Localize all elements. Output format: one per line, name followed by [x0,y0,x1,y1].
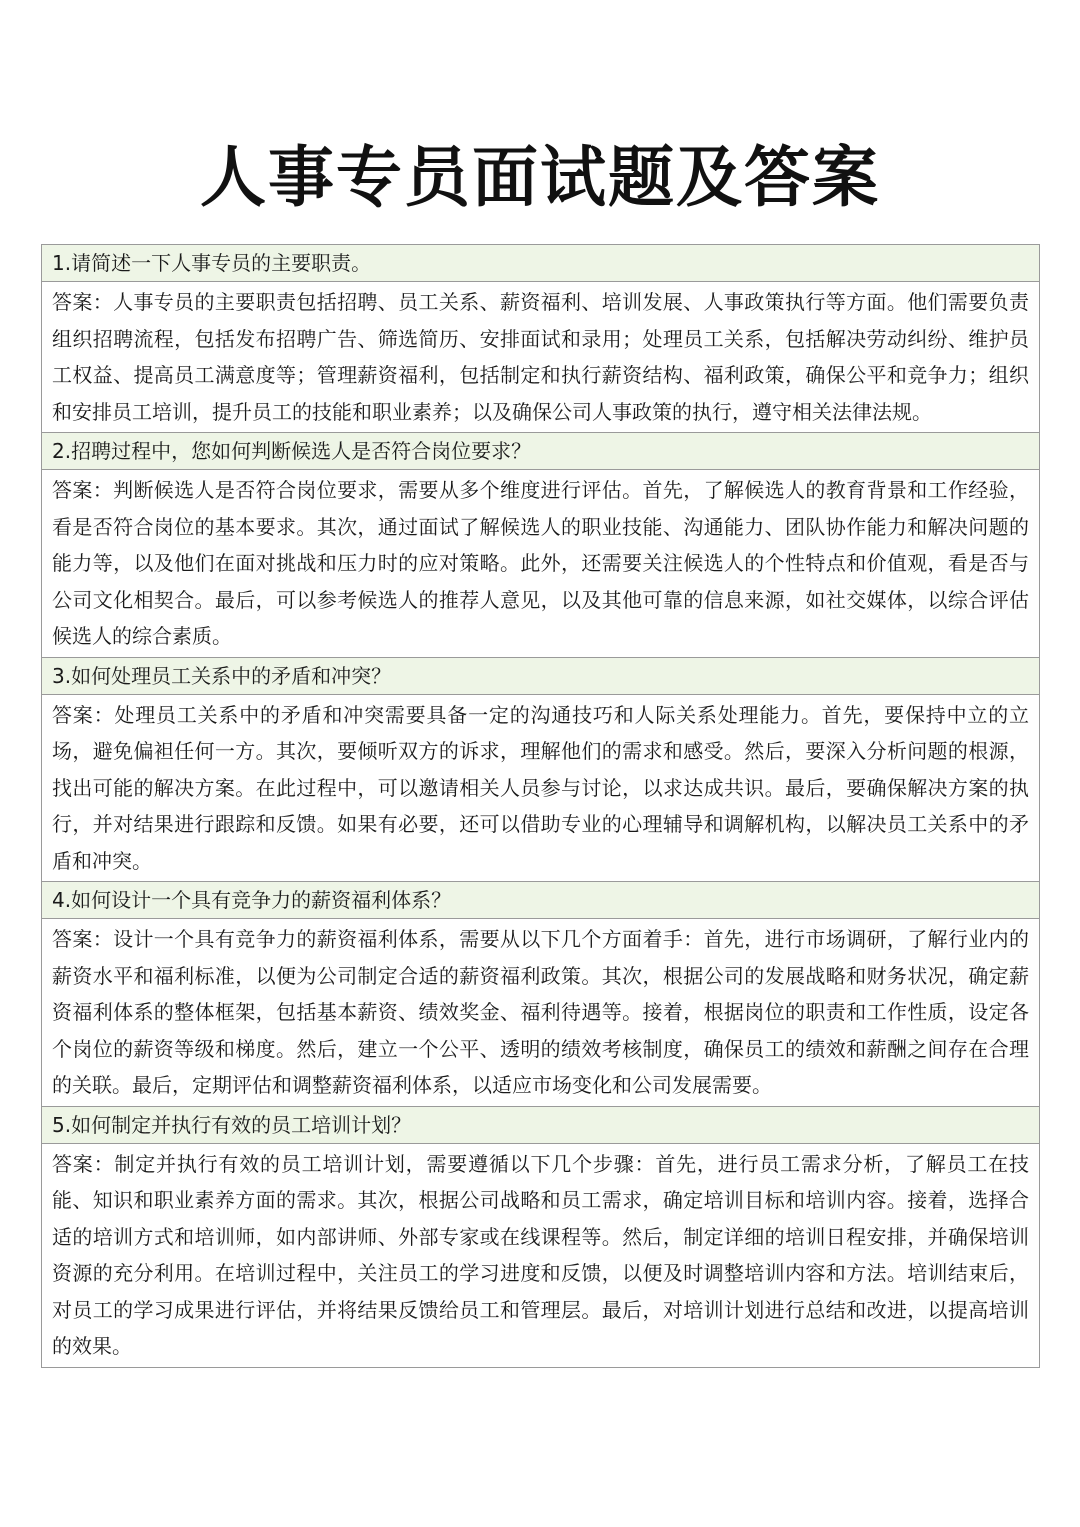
qa-table [41,244,1040,1368]
question-row [42,245,1040,282]
question-3: 3.如何处理员工关系中的矛盾和冲突？ [42,657,1040,694]
question-4: 4.如何设计一个具有竞争力的薪资福利体系？ [42,882,1040,919]
answer-1: 答案：人事专员的主要职责包括招聘、员工关系、薪资福利、培训发展、人事政策执行等方面。他们需要负责组织招聘流程，包括发布招聘广告、筛选简历、安排面试和录用；处理员工关系，包括解决劳动纠纷、维护员工权益、提高员工满意度等；管理薪资福利，包括制定和执行薪资结构、福利政策，确保公平和竞争力；组织和安排员工培训，提升员工的技能和职业素养；以及确保公司人事政策的执行，遵守相关法律法规。 [42,282,1040,433]
answer-row [42,470,1040,658]
question-row [42,1106,1040,1143]
question-row [42,657,1040,694]
page-title: 人事专员面试题及答案 [200,138,880,216]
question-row [42,433,1040,470]
question-5: 5.如何制定并执行有效的员工培训计划？ [42,1106,1040,1143]
question-2: 2.招聘过程中，您如何判断候选人是否符合岗位要求？ [42,433,1040,470]
answer-row [42,919,1040,1107]
question-1: 1.请简述一下人事专员的主要职责。 [42,245,1040,282]
question-row [42,882,1040,919]
answer-row [42,1143,1040,1367]
answer-4: 答案：设计一个具有竞争力的薪资福利体系，需要从以下几个方面着手：首先，进行市场调研，了解行业内的薪资水平和福利标准，以便为公司制定合适的薪资福利政策。其次，根据公司的发展战略和财务状况，确定薪资福利体系的整体框架，包括基本薪资、绩效奖金、福利待遇等。接着，根据岗位的职责和工作性质，设定各个岗位的薪资等级和梯度。然后，建立一个公平、透明的绩效考核制度，确保员工的绩效和薪酬之间存在合理的关联。最后，定期评估和调整薪资福利体系，以适应市场变化和公司发展需要。 [42,919,1040,1107]
answer-5: 答案：制定并执行有效的员工培训计划，需要遵循以下几个步骤：首先，进行员工需求分析，了解员工在技能、知识和职业素养方面的需求。其次，根据公司战略和员工需求，确定培训目标和培训内容。接着，选择合适的培训方式和培训师，如内部讲师、外部专家或在线课程等。然后，制定详细的培训日程安排，并确保培训资源的充分利用。在培训过程中，关注员工的学习进度和反馈，以便及时调整培训内容和方法。培训结束后，对员工的学习成果进行评估，并将结果反馈给员工和管理层。最后，对培训计划进行总结和改进，以提高培训的效果。 [42,1143,1040,1367]
answer-2: 答案：判断候选人是否符合岗位要求，需要从多个维度进行评估。首先，了解候选人的教育背景和工作经验，看是否符合岗位的基本要求。其次，通过面试了解候选人的职业技能、沟通能力、团队协作能力和解决问题的能力等，以及他们在面对挑战和压力时的应对策略。此外，还需要关注候选人的个性特点和价值观，看是否与公司文化相契合。最后，可以参考候选人的推荐人意见，以及其他可靠的信息来源，如社交媒体，以综合评估候选人的综合素质。 [42,470,1040,658]
answer-3: 答案：处理员工关系中的矛盾和冲突需要具备一定的沟通技巧和人际关系处理能力。首先，要保持中立的立场，避免偏袒任何一方。其次，要倾听双方的诉求，理解他们的需求和感受。然后，要深入分析问题的根源，找出可能的解决方案。在此过程中，可以邀请相关人员参与讨论，以求达成共识。最后，要确保解决方案的执行，并对结果进行跟踪和反馈。如果有必要，还可以借助专业的心理辅导和调解机构，以解决员工关系中的矛盾和冲突。 [42,694,1040,882]
answer-row [42,282,1040,433]
answer-row [42,694,1040,882]
